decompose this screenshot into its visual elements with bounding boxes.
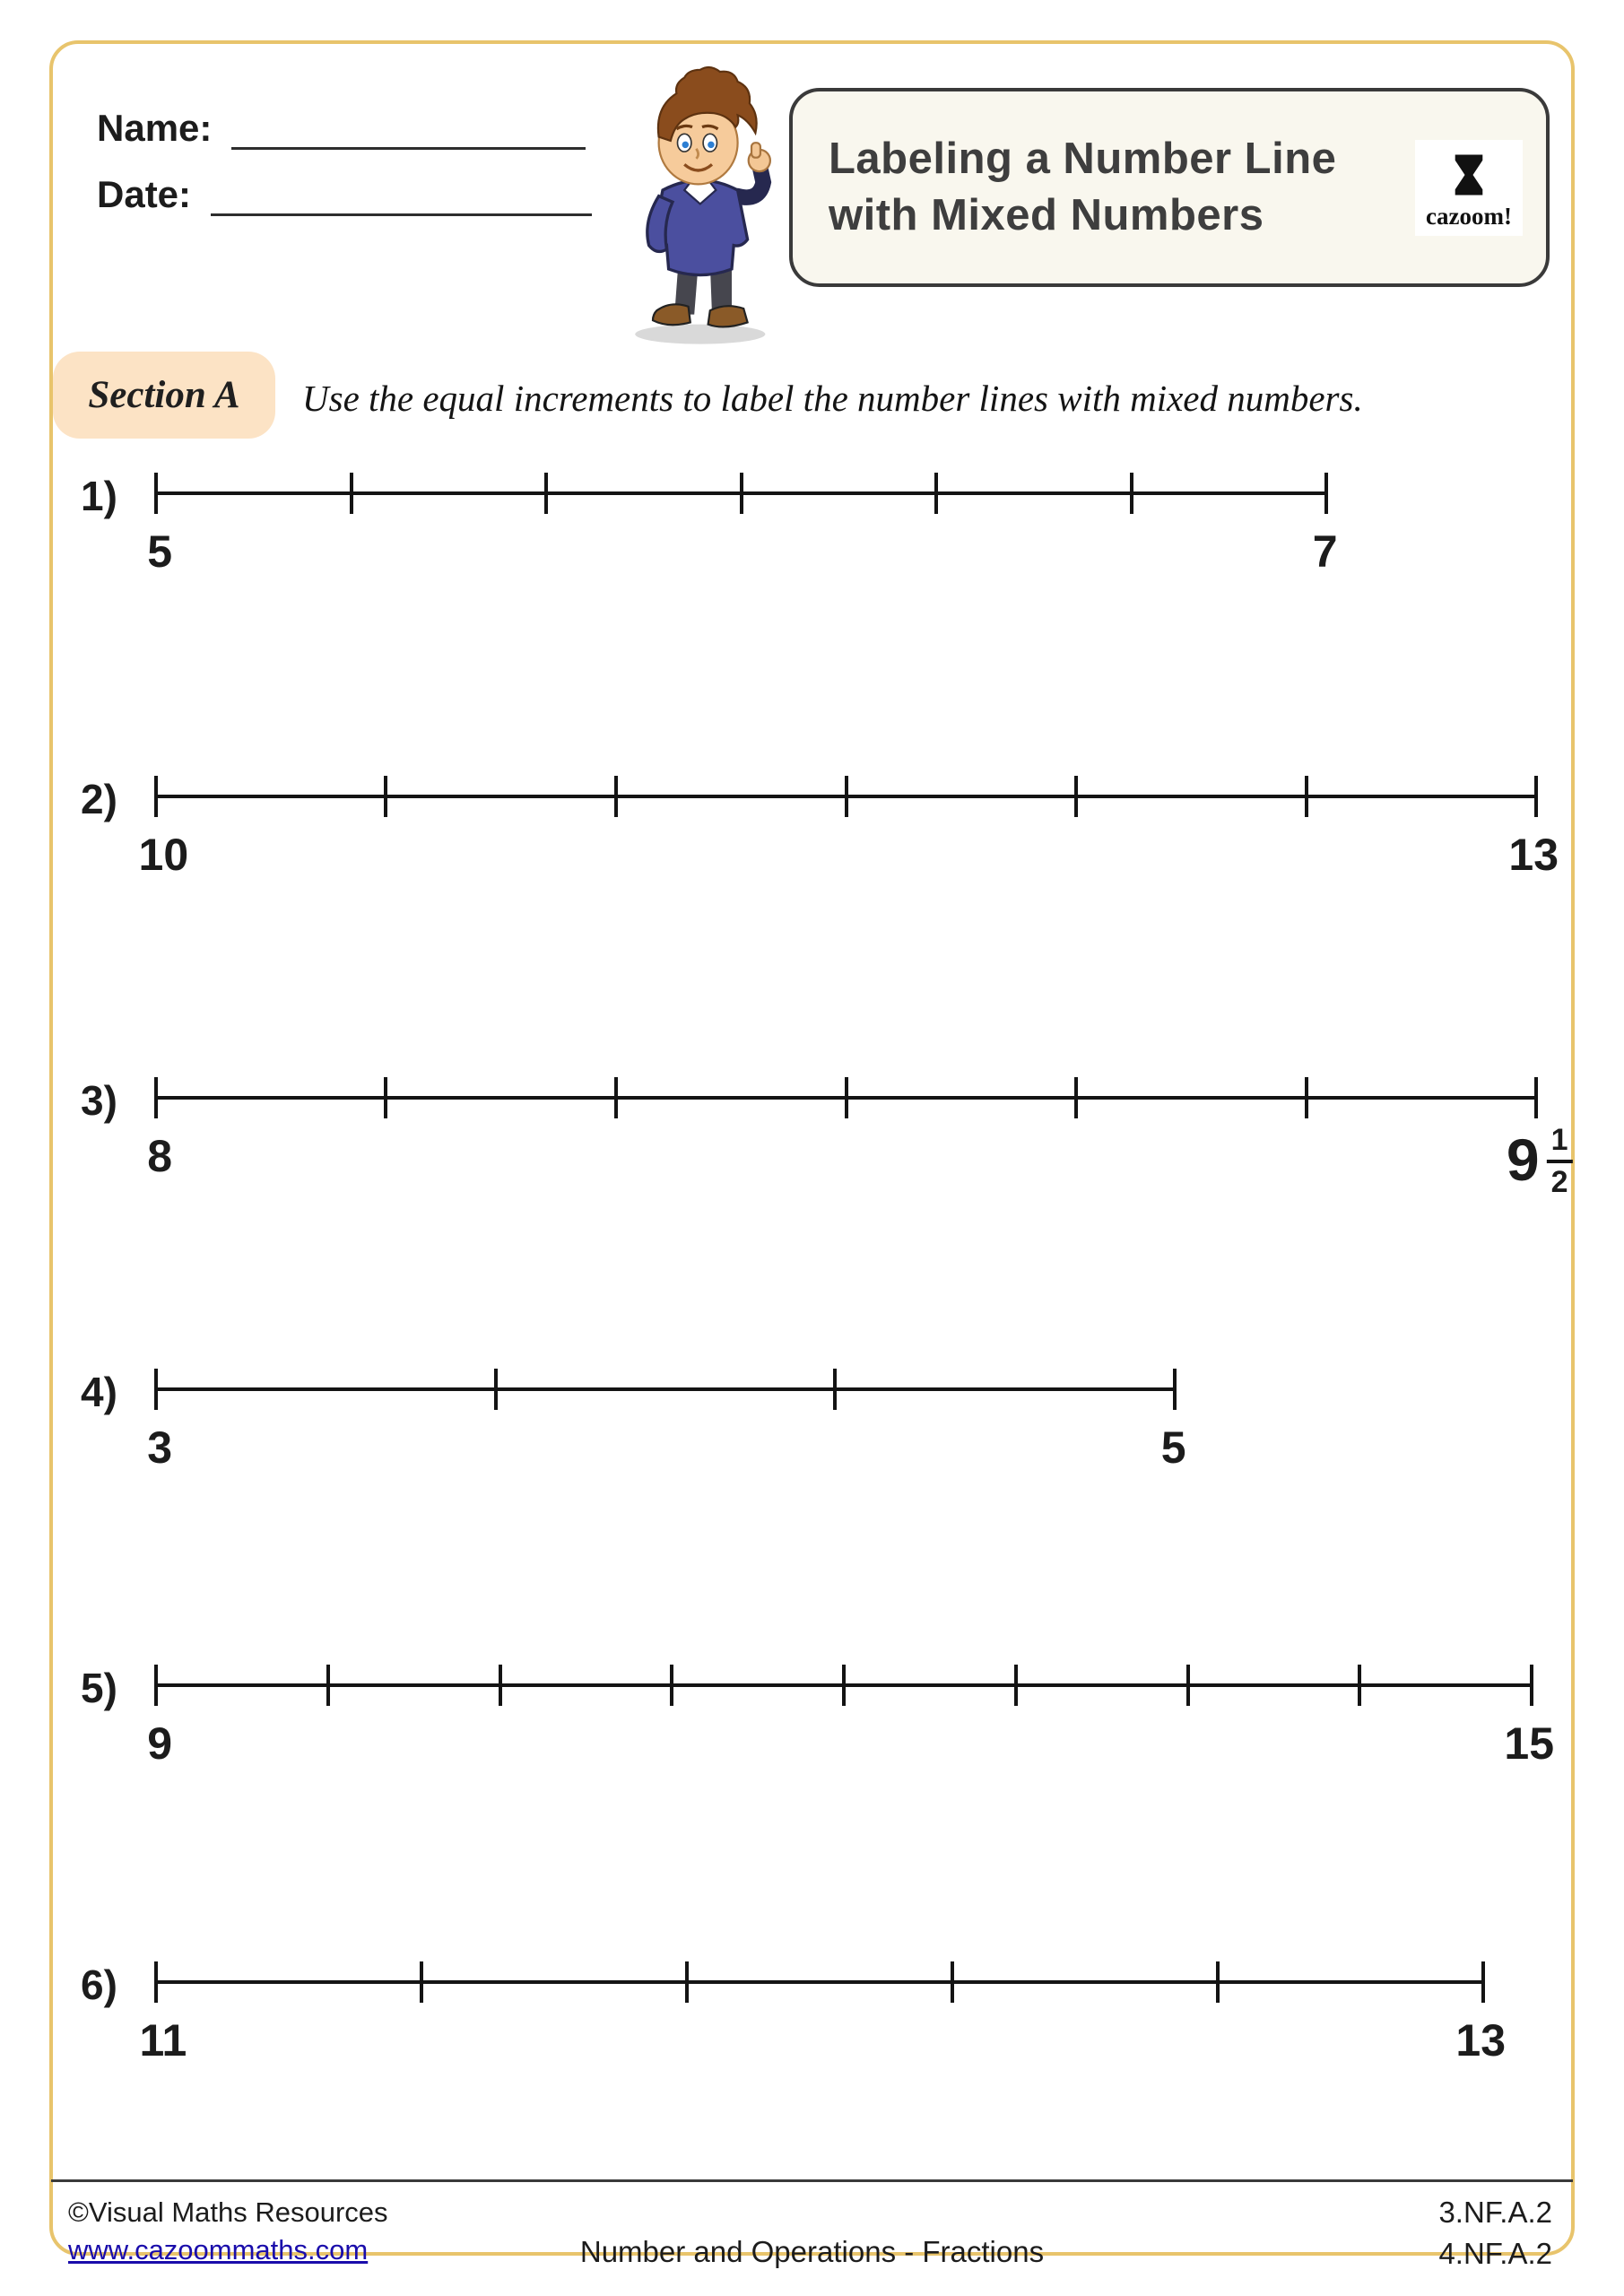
tick-mark: [1305, 1077, 1308, 1118]
mixed-fraction: [1547, 1123, 1573, 1200]
tick-mark: [350, 473, 353, 514]
end-value-label: 13: [1508, 830, 1559, 880]
tick-mark: [154, 1369, 158, 1410]
tick-mark: [951, 1961, 954, 2003]
start-value-label: 11: [139, 2015, 187, 2066]
fraction-numerator: 1: [1547, 1123, 1573, 1163]
copyright-text: ©Visual Maths Resources: [68, 2196, 388, 2228]
problem-number: 3): [81, 1077, 117, 1124]
number-line-rule: [156, 1980, 1483, 1984]
tick-mark: [614, 1077, 618, 1118]
tick-mark: [154, 1961, 158, 2003]
tick-mark: [842, 1665, 846, 1706]
tick-mark: [499, 1665, 502, 1706]
name-label: Name:: [97, 107, 213, 149]
end-value-label: 7: [1312, 526, 1338, 577]
tick-mark: [384, 776, 387, 817]
section-a-label: Section A: [88, 374, 240, 416]
problem-number: 5): [81, 1665, 117, 1711]
number-line: [147, 1071, 1568, 1200]
number-line: [138, 770, 1559, 880]
tick-mark: [1216, 1961, 1220, 2003]
end-value-label: 5: [1160, 1422, 1186, 1473]
date-label: Date:: [97, 173, 192, 215]
worksheet-title-line1: Labeling a Number Line: [829, 135, 1337, 184]
problem-number: 4): [81, 1369, 117, 1415]
title-box: [789, 88, 1550, 287]
problem-number: 2): [81, 776, 117, 822]
tick-mark: [384, 1077, 387, 1118]
tick-mark: [154, 1665, 158, 1706]
tick-mark: [1534, 776, 1538, 817]
tick-mark: [833, 1369, 837, 1410]
end-value-label-mixed: [1507, 1121, 1573, 1198]
cazoom-logo-icon: [1440, 147, 1498, 203]
date-field-row: [97, 172, 592, 216]
tick-mark: [1014, 1665, 1018, 1706]
number-line-rule: [156, 1387, 1175, 1391]
footer-standards: [1438, 2192, 1552, 2274]
footer-divider: [51, 2179, 1573, 2182]
tick-mark: [1186, 1665, 1190, 1706]
end-value-label: 13: [1455, 2015, 1507, 2066]
worksheet-title-line2: with Mixed Numbers: [829, 191, 1264, 239]
end-value-label: 15: [1504, 1718, 1555, 1769]
fraction-denominator: 2: [1550, 1165, 1568, 1200]
date-blank-line: [211, 172, 592, 216]
tick-mark: [934, 473, 938, 514]
tick-mark: [420, 1961, 423, 2003]
tick-mark: [1481, 1961, 1485, 2003]
tick-mark: [154, 473, 158, 514]
start-value-label: 8: [147, 1131, 173, 1181]
standard-code-1: 3.NF.A.2: [1438, 2196, 1552, 2229]
section-instruction: Use the equal increments to label the number lines with mixed numbers.: [302, 378, 1363, 419]
number-line: [147, 1362, 1186, 1473]
page-border-frame: [49, 40, 1575, 2256]
worksheet-title: [829, 131, 1336, 243]
number-line: [147, 1658, 1555, 1769]
standard-code-2: 4.NF.A.2: [1438, 2237, 1552, 2271]
tick-mark: [1324, 473, 1328, 514]
tick-mark: [154, 776, 158, 817]
tick-mark: [1130, 473, 1133, 514]
tick-mark: [740, 473, 743, 514]
mascot-boy-illustration: [581, 52, 823, 348]
tick-mark: [1530, 1665, 1533, 1706]
tick-mark: [1358, 1665, 1361, 1706]
start-value-label: 3: [147, 1422, 173, 1473]
section-a-badge: [53, 352, 275, 439]
problem-number: 1): [81, 473, 117, 519]
start-value-label: 9: [147, 1718, 173, 1769]
tick-mark: [326, 1665, 330, 1706]
tick-mark: [845, 1077, 848, 1118]
tick-mark: [1173, 1369, 1177, 1410]
footer-topic-text: Number and Operations - Fractions: [579, 2235, 1045, 2268]
tick-mark: [1534, 1077, 1538, 1118]
mixed-whole: 9: [1506, 1126, 1540, 1194]
number-line: [147, 466, 1338, 577]
problem-number: 6): [81, 1961, 117, 2008]
tick-mark: [544, 473, 548, 514]
tick-mark: [1074, 1077, 1078, 1118]
start-value-label: 5: [147, 526, 173, 577]
name-blank-line: [231, 106, 586, 150]
tick-mark: [1074, 776, 1078, 817]
tick-mark: [154, 1077, 158, 1118]
tick-mark: [685, 1961, 689, 2003]
number-line: [139, 1955, 1507, 2066]
tick-mark: [670, 1665, 673, 1706]
cazoom-logo-text: cazoom!: [1426, 202, 1512, 230]
name-field-row: [97, 106, 586, 150]
tick-mark: [1305, 776, 1308, 817]
tick-mark: [494, 1369, 498, 1410]
start-value-label: 10: [138, 830, 189, 880]
cazoom-logo: [1415, 140, 1523, 236]
tick-mark: [614, 776, 618, 817]
website-link[interactable]: www.cazoommaths.com: [68, 2233, 369, 2266]
tick-mark: [845, 776, 848, 817]
